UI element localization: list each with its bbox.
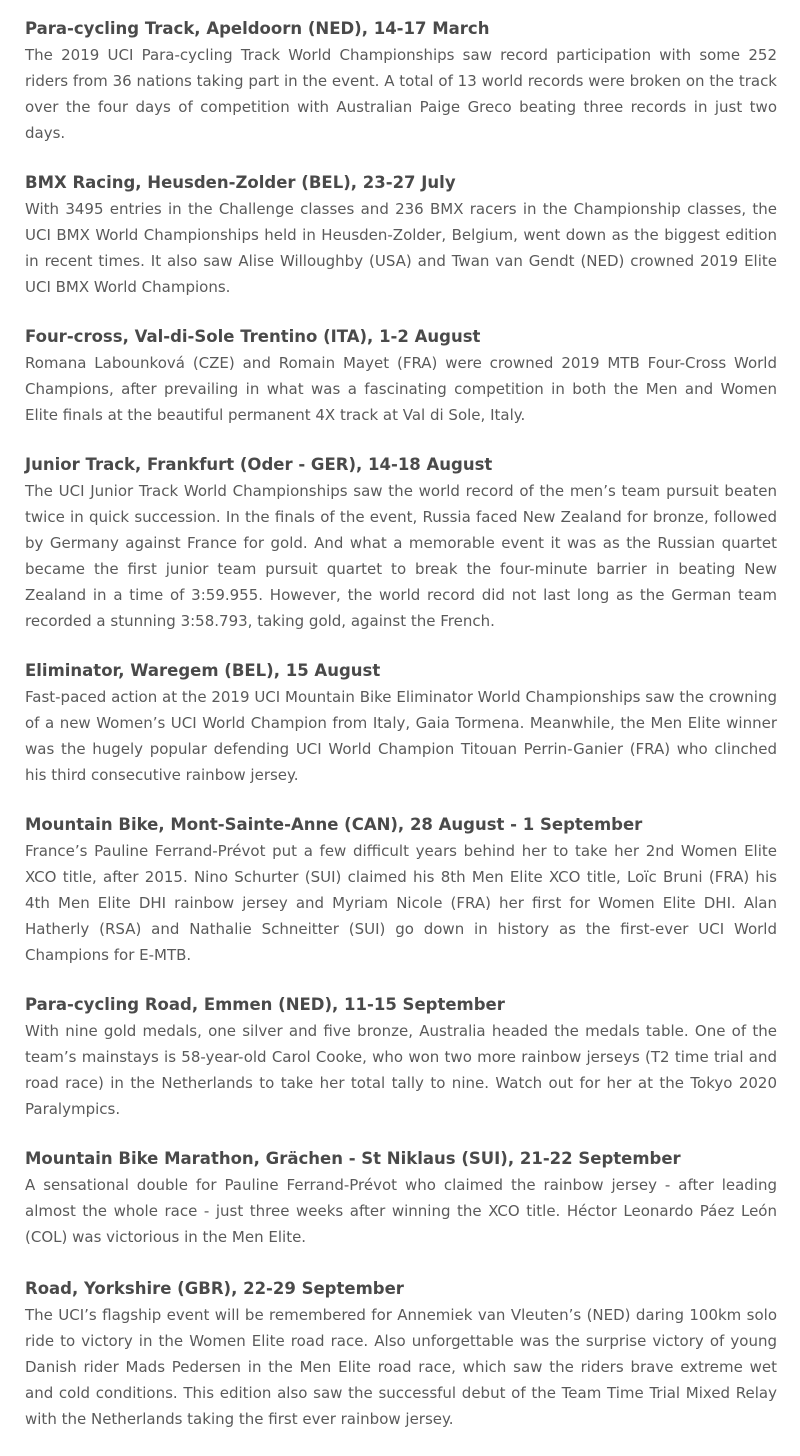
section-road-yorkshire — [25, 1276, 777, 1432]
section-heading: Eliminator, Waregem (BEL), 15 August — [25, 661, 381, 680]
section-mtb-marathon — [25, 1146, 777, 1250]
section-text: The 2019 UCI Para-cycling Track World Championships saw record participation with some 252 riders from 36 nations taking part in the event. A total of 13 world records were broken on the track over the four days of competition with Australian Paige Greco beating three records in just two days. — [25, 46, 777, 142]
section-four-cross — [25, 324, 777, 428]
section-heading: Road, Yorkshire (GBR), 22-29 September — [25, 1279, 404, 1298]
section-heading: Mountain Bike, Mont-Sainte-Anne (CAN), 28 August - 1 September — [25, 815, 643, 834]
section-heading: Four-cross, Val-di-Sole Trentino (ITA), 1-2 August — [25, 327, 481, 346]
section-para-cycling-track — [25, 16, 777, 146]
section-heading: Mountain Bike Marathon, Grächen - St Niklaus (SUI), 21-22 September — [25, 1149, 681, 1168]
section-bmx-racing — [25, 170, 777, 300]
section-text: A sensational double for Pauline Ferrand-Prévot who claimed the rainbow jersey - after leading almost the whole race - just three weeks after winning the XCO title. Héctor Leonardo Páez León (COL) was victorious in the Men Elite. — [25, 1176, 777, 1246]
section-text: The UCI’s flagship event will be remembered for Annemiek van Vleuten’s (NED) daring 100km solo ride to victory in the Women Elite road race. Also unforgettable was the surprise victory of young Danish rider Mads Pedersen in the Men Elite road race, which saw the riders brave extreme wet and cold conditions. This edition also saw the successful debut of the Team Time Trial Mixed Relay with the Netherlands taking the first ever rainbow jersey. — [25, 1306, 777, 1428]
section-junior-track — [25, 452, 777, 634]
section-heading: Para-cycling Road, Emmen (NED), 11-15 September — [25, 995, 505, 1014]
section-heading: Junior Track, Frankfurt (Oder - GER), 14-18 August — [25, 455, 493, 474]
section-text: Fast-paced action at the 2019 UCI Mountain Bike Eliminator World Championships saw the crowning of a new Women’s UCI World Champion from Italy, Gaia Tormena. Meanwhile, the Men Elite winner was the hugely popular defending UCI World Champion Titouan Perrin-Ganier (FRA) who clinched his third consecutive rainbow jersey. — [25, 688, 777, 784]
section-text: Romana Labounková (CZE) and Romain Mayet (FRA) were crowned 2019 MTB Four-Cross World Champions, after prevailing in what was a fascinating competition in both the Men and Women Elite finals at the beautiful permanent 4X track at Val di Sole, Italy. — [25, 354, 777, 424]
section-para-cycling-road — [25, 992, 777, 1122]
section-mountain-bike — [25, 812, 777, 968]
section-text: The UCI Junior Track World Championships saw the world record of the men’s team pursuit beaten twice in quick succession. In the finals of the event, Russia faced New Zealand for bronze, followed by Germany against France for gold. And what a memorable event it was as the Russian quartet became the first junior team pursuit quartet to break the four-minute barrier in beating New Zealand in a time of 3:59.955. However, the world record did not last long as the German team recorded a stunning 3:58.793, taking gold, against the French. — [25, 482, 777, 630]
section-text: With 3495 entries in the Challenge classes and 236 BMX racers in the Championship classes, the UCI BMX World Championships held in Heusden-Zolder, Belgium, went down as the biggest edition in recent times. It also saw Alise Willoughby (USA) and Twan van Gendt (NED) crowned 2019 Elite UCI BMX World Champions. — [25, 200, 777, 296]
section-text: With nine gold medals, one silver and five bronze, Australia headed the medals table. One of the team’s mainstays is 58-year-old Carol Cooke, who won two more rainbow jerseys (T2 time trial and road race) in the Netherlands to take her total tally to nine. Watch out for her at the Tokyo 2020 Paralympics. — [25, 1022, 777, 1118]
section-heading: BMX Racing, Heusden-Zolder (BEL), 23-27 July — [25, 173, 456, 192]
section-text: France’s Pauline Ferrand-Prévot put a few difficult years behind her to take her 2nd Women Elite XCO title, after 2015. Nino Schurter (SUI) claimed his 8th Men Elite XCO title, Loïc Bruni (FRA) his 4th Men Elite DHI rainbow jersey and Myriam Nicole (FRA) her first for Women Elite DHI. Alan Hatherly (RSA) and Nathalie Schneitter (SUI) go down in history as the first-ever UCI World Champions for E-MTB. — [25, 842, 777, 964]
section-eliminator — [25, 658, 777, 788]
section-heading: Para-cycling Track, Apeldoorn (NED), 14-17 March — [25, 19, 490, 38]
